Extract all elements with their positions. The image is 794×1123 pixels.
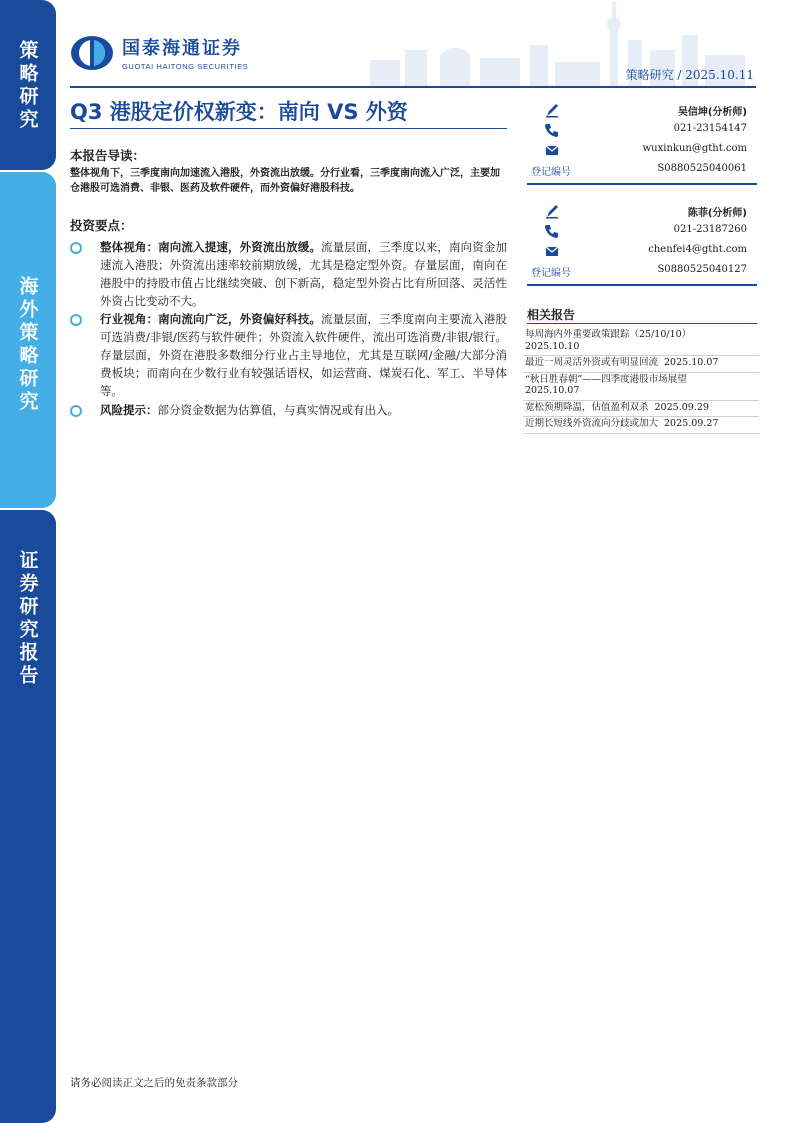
phone-icon bbox=[544, 122, 560, 138]
related-report-date: 2025.10.07 bbox=[664, 357, 719, 368]
analyst-email[interactable]: chenfei4@gtht.com bbox=[648, 244, 747, 255]
registration-label: 登记编号 bbox=[531, 268, 571, 279]
key-point-text: 流量层面，三季度南向主要流入港股可选消费/非银/医药与软件硬件；外资流入软件硬件，流出可选消费/非银/银行。存量层面，外资在港股多数细分行业占主导地位，尤其是互联网/金融/大部分消费板块；而南向在少数行业有较强话语权，如运营商、煤炭石化、军工、半导体等。 bbox=[100, 312, 507, 398]
key-point-lead: 行业视角：南向流向广泛，外资偏好科技。 bbox=[100, 312, 322, 326]
bullet-circle-icon bbox=[70, 405, 82, 417]
report-meta bbox=[626, 66, 754, 83]
registration-number: S0880525040061 bbox=[657, 163, 747, 174]
analyst-name: 吴信坤(分析师) bbox=[677, 107, 747, 118]
email-icon bbox=[544, 142, 560, 158]
header-divider bbox=[70, 86, 756, 88]
key-point bbox=[70, 238, 507, 310]
related-report-item[interactable] bbox=[523, 401, 759, 418]
key-point-lead: 风险提示： bbox=[100, 403, 158, 417]
related-report-title: 近期长短线外资流向分歧或加大 bbox=[525, 418, 659, 429]
analyst-card bbox=[527, 100, 757, 180]
sidebar-tab-label: 证券研究报告 bbox=[16, 550, 39, 688]
analyst-phone: 021-23154147 bbox=[673, 123, 747, 134]
related-report-item[interactable] bbox=[523, 373, 759, 401]
sidebar-tab-label: 海外策略研究 bbox=[16, 276, 39, 414]
related-report-date: 2025.09.27 bbox=[664, 418, 719, 429]
pen-icon bbox=[544, 102, 560, 118]
related-report-date: 2025.10.07 bbox=[525, 385, 580, 396]
report-date: 2025.10.11 bbox=[685, 68, 754, 82]
phone-icon bbox=[544, 223, 560, 239]
disclaimer-footer: 请务必阅读正文之后的免责条款部分 bbox=[70, 1077, 238, 1089]
sidebar-tab-research-report[interactable] bbox=[0, 510, 56, 1123]
company-logo bbox=[70, 34, 248, 71]
related-report-title: “秋日胜春朝”——四季度港股市场展望 bbox=[525, 373, 687, 385]
related-report-date: 2025.10.10 bbox=[525, 340, 580, 352]
analyst-phone: 021-23187260 bbox=[673, 224, 747, 235]
related-report-item[interactable] bbox=[523, 417, 759, 434]
sidebar-tab-label: 策略研究 bbox=[16, 40, 39, 132]
registration-number: S0880525040127 bbox=[657, 264, 747, 275]
key-point-text: 部分资金数据为估算值，与真实情况或有出入。 bbox=[157, 403, 399, 417]
related-reports-list bbox=[523, 328, 759, 434]
analyst-card bbox=[527, 201, 757, 281]
pen-icon bbox=[544, 203, 560, 219]
guide-heading: 本报告导读： bbox=[70, 148, 146, 163]
logo-name-en: GUOTAI HAITONG SECURITIES bbox=[122, 62, 249, 71]
sidebar-tab-overseas-strategy[interactable] bbox=[0, 172, 56, 508]
key-point-text: 流量层面，三季度以来，南向资金加速流入港股；外资流出速率较前期放缓，尤其是稳定型外资。存量层面，南向在港股中的持股市值占比继续突破、创下新高，稳定型外资占比有所回落、灵活性外资占比变动不大。 bbox=[100, 240, 507, 308]
report-category: 策略研究 bbox=[625, 68, 674, 82]
analyst-email[interactable]: wuxinkun@gtht.com bbox=[642, 143, 747, 154]
related-report-item[interactable] bbox=[523, 356, 759, 373]
guide-text: 整体视角下，三季度南向加速流入港股，外资流出放缓。分行业看，三季度南向流入广泛，主要加仓港股可选消费、非银、医药及软件硬件，而外资偏好港股科技。 bbox=[70, 168, 500, 194]
related-report-title: 最近一周灵活外资或有明显回流 bbox=[525, 357, 659, 368]
related-report-title: 宽松预期降温，估值盈利双杀 bbox=[525, 401, 649, 413]
key-point-lead: 整体视角：南向流入提速，外资流出放缓。 bbox=[100, 240, 322, 254]
related-report-item[interactable] bbox=[523, 328, 759, 356]
meta-separator: / bbox=[677, 68, 682, 82]
page-title: Q3 港股定价权新变：南向 VS 外资 bbox=[70, 100, 408, 124]
logo-mark-icon bbox=[70, 35, 114, 71]
sidebar-tab-strategy[interactable] bbox=[0, 0, 56, 170]
analyst-divider bbox=[527, 284, 757, 286]
analyst-divider bbox=[527, 183, 757, 185]
related-reports-heading: 相关报告 bbox=[527, 308, 576, 322]
bullet-circle-icon bbox=[70, 314, 82, 326]
registration-label: 登记编号 bbox=[531, 167, 571, 178]
title-divider bbox=[70, 128, 507, 129]
key-point bbox=[70, 310, 507, 400]
key-point bbox=[70, 401, 507, 419]
email-icon bbox=[544, 243, 560, 259]
key-points-heading: 投资要点： bbox=[70, 218, 133, 233]
logo-name-cn: 国泰海通证券 bbox=[122, 38, 242, 59]
related-report-title: 每周海内外重要政策跟踪（25/10/10） bbox=[525, 329, 692, 340]
related-report-date: 2025.09.29 bbox=[654, 401, 709, 413]
related-divider bbox=[527, 323, 757, 324]
bullet-circle-icon bbox=[70, 242, 82, 254]
analyst-name: 陈菲(分析师) bbox=[687, 208, 747, 219]
